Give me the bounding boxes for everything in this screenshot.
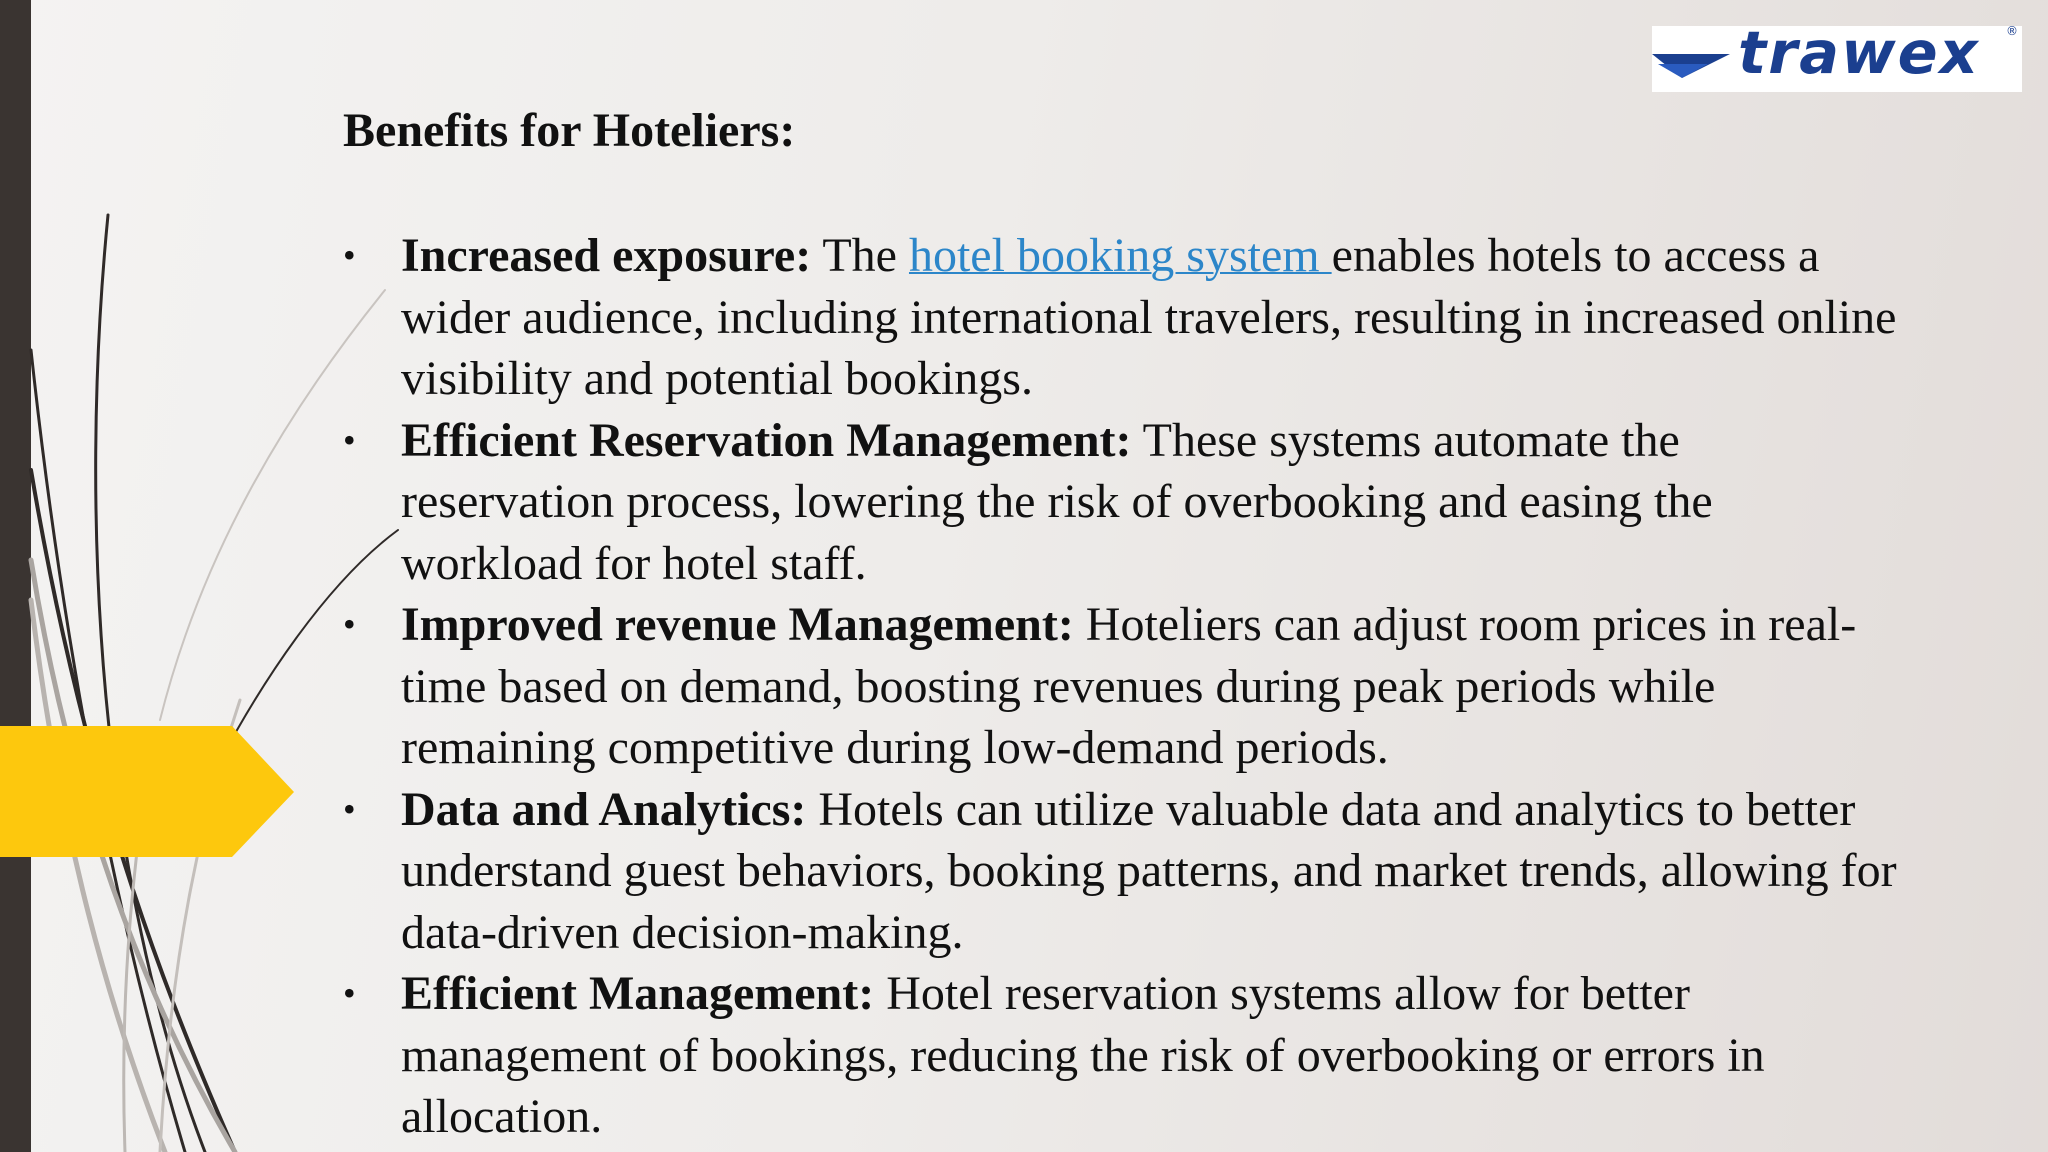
list-item bbox=[343, 594, 1903, 779]
list-item bbox=[343, 410, 1903, 595]
benefit-text: These systems automate the reservation process, lowering the risk of overbooking and easing the workload for hotel staff. bbox=[401, 413, 1713, 590]
hotel-booking-system-link[interactable]: hotel booking system bbox=[908, 229, 1332, 282]
page-title: Benefits for Hoteliers: bbox=[343, 104, 796, 157]
benefit-pre-link: The bbox=[811, 229, 909, 282]
bullet: • bbox=[343, 604, 356, 644]
trawex-logo bbox=[1652, 18, 2022, 92]
list-item bbox=[343, 225, 1903, 410]
bullet: • bbox=[343, 419, 356, 460]
benefit-heading: Increased exposure: bbox=[401, 229, 812, 282]
benefit-text: enables hotels to access a wider audience, including international travelers, resulting in increased online visibility and potential bookings. bbox=[401, 229, 1897, 405]
yellow-arrow-tab bbox=[0, 726, 294, 857]
list-item bbox=[343, 779, 1903, 964]
bullet: • bbox=[343, 788, 356, 829]
benefit-text: Hoteliers can adjust room prices in real-time based on demand, boosting revenues during peak periods while remaining competitive during low-demand periods. bbox=[401, 598, 1857, 774]
benefit-heading: Data and Analytics: bbox=[401, 782, 807, 836]
bullet: • bbox=[343, 973, 356, 1013]
benefit-heading: Efficient Reservation Management: bbox=[401, 413, 1132, 467]
curve-grey-2 bbox=[31, 600, 165, 1152]
benefit-text: Hotel reservation systems allow for better management of bookings, reducing the risk of overbooking or errors in allocation. bbox=[401, 967, 1765, 1143]
benefits-list bbox=[343, 225, 1903, 1148]
list-item bbox=[343, 963, 1903, 1148]
logo-text: trawex bbox=[1738, 18, 1980, 87]
logo-arrow-icon bbox=[1652, 26, 1742, 92]
curve-dark-1 bbox=[96, 215, 205, 1152]
logo-registered-mark: ® bbox=[2006, 24, 2018, 38]
benefit-text: Hotels can utilize valuable data and analytics to better understand guest behaviors, booking patterns, and market trends, allowing for data-driven decision-making. bbox=[401, 782, 1897, 959]
benefit-heading: Efficient Management: bbox=[401, 967, 875, 1020]
bullet: • bbox=[343, 235, 356, 275]
benefit-heading: Improved revenue Management: bbox=[401, 598, 1074, 651]
